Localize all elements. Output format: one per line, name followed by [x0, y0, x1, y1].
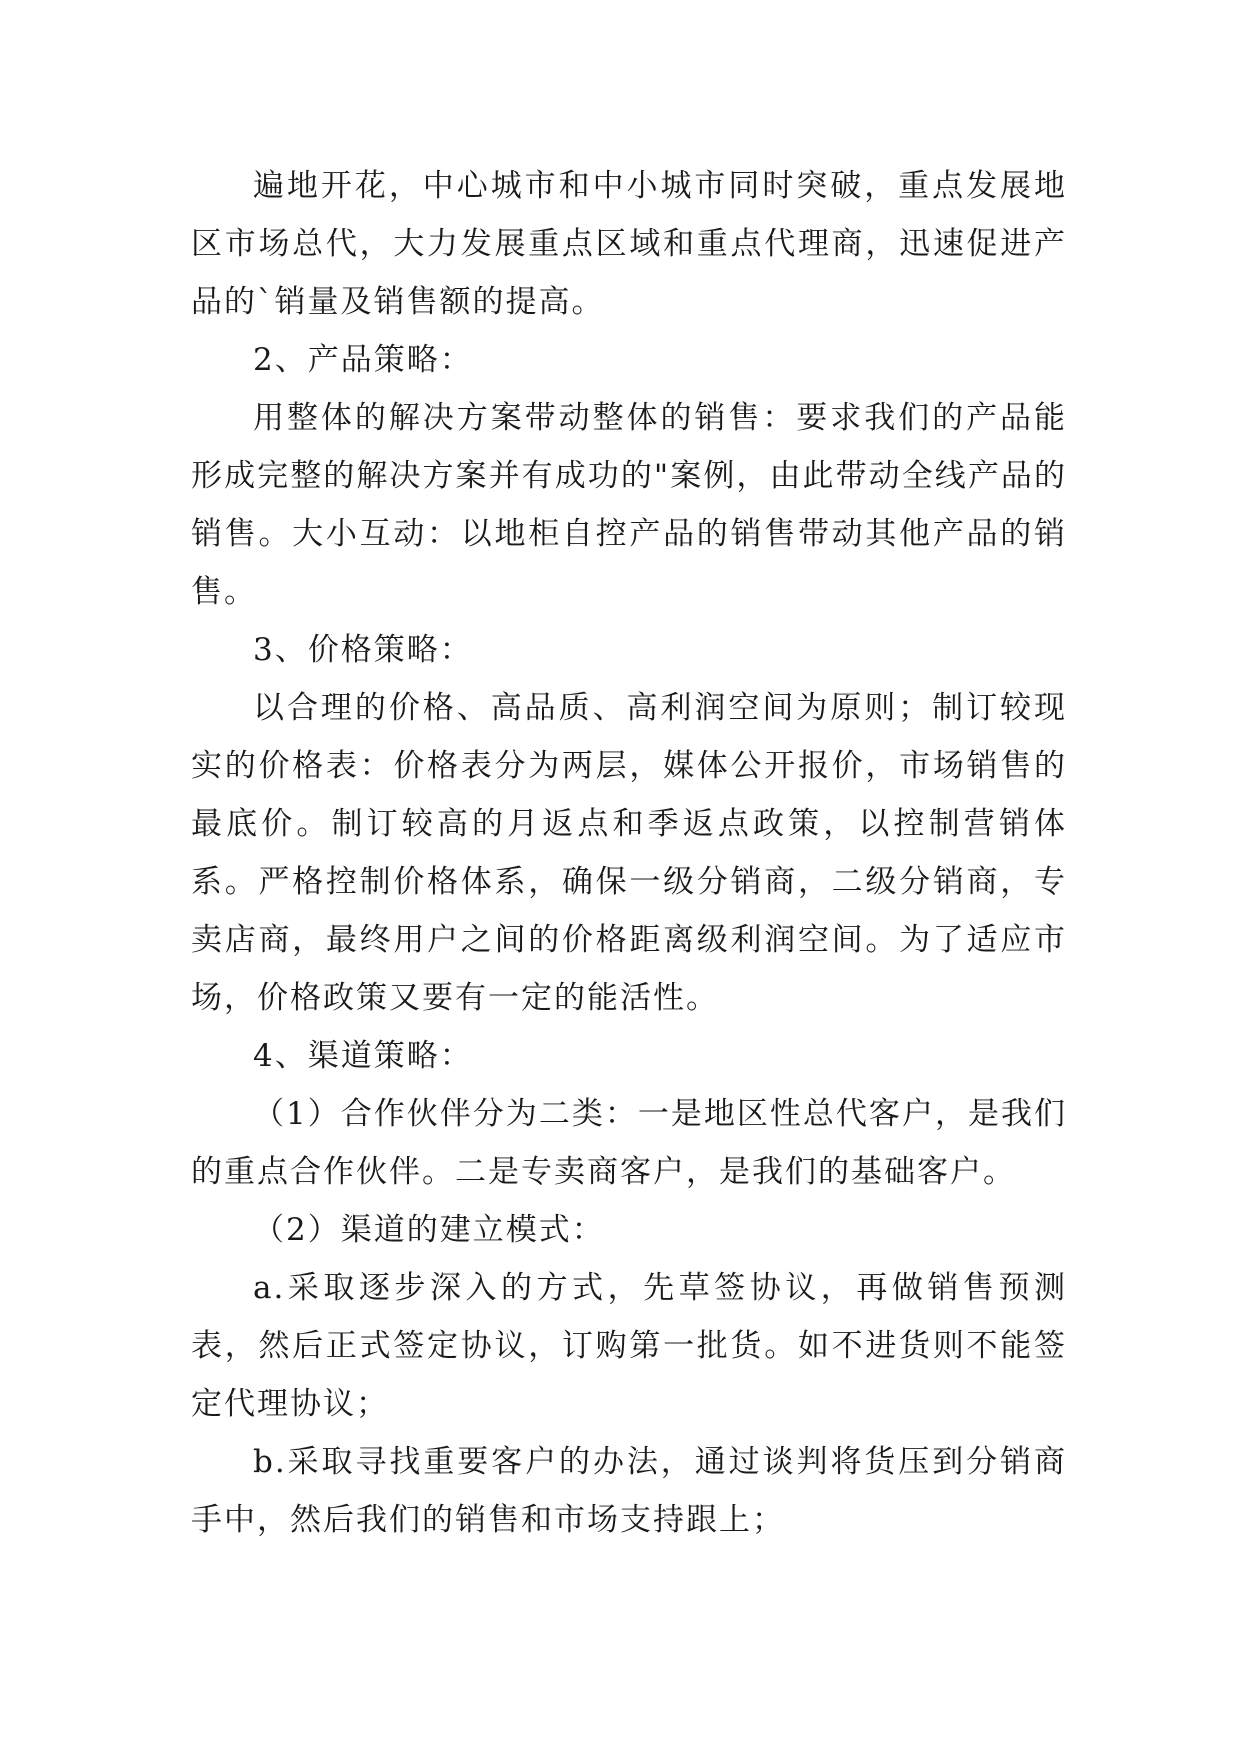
heading-channel-strategy: 4、渠道策略：	[253, 1038, 473, 1074]
document-body	[191, 157, 1067, 1549]
paragraph-channel-model-b: b.采取寻找重要客户的办法，通过谈判将货压到分销商手中，然后我们的销售和市场支持跟上；	[191, 1444, 1067, 1538]
paragraph-price-strategy: 以合理的价格、高品质、高利润空间为原则；制订较现实的价格表：价格表分为两层，媒体公开报价，市场销售的最底价。制订较高的月返点和季返点政策，以控制营销体系。严格控制价格体系，确保一级分销商，二级分销商，专卖店商，最终用户之间的价格距离级利润空间。为了适应市场，价格政策又要有一定的能活性。	[191, 690, 1067, 1016]
paragraph-channel-model-heading: （2）渠道的建立模式：	[253, 1212, 605, 1248]
paragraph-partner-types: （1）合作伙伴分为二类：一是地区性总代客户，是我们的重点合作伙伴。二是专卖商客户，是我们的基础客户。	[191, 1096, 1067, 1190]
heading-price-strategy: 3、价格策略：	[253, 632, 473, 668]
paragraph-product-strategy: 用整体的解决方案带动整体的销售：要求我们的产品能形成完整的解决方案并有成功的"案例，由此带动全线产品的销售。大小互动：以地柜自控产品的销售带动其他产品的销售。	[191, 400, 1067, 610]
paragraph-market-expansion: 遍地开花，中心城市和中小城市同时突破，重点发展地区市场总代，大力发展重点区域和重点代理商，迅速促进产品的`销量及销售额的提高。	[191, 168, 1067, 320]
heading-product-strategy: 2、产品策略：	[253, 342, 473, 378]
paragraph-channel-model-a: a.采取逐步深入的方式，先草签协议，再做销售预测表，然后正式签定协议，订购第一批货。如不进货则不能签定代理协议；	[191, 1270, 1067, 1422]
